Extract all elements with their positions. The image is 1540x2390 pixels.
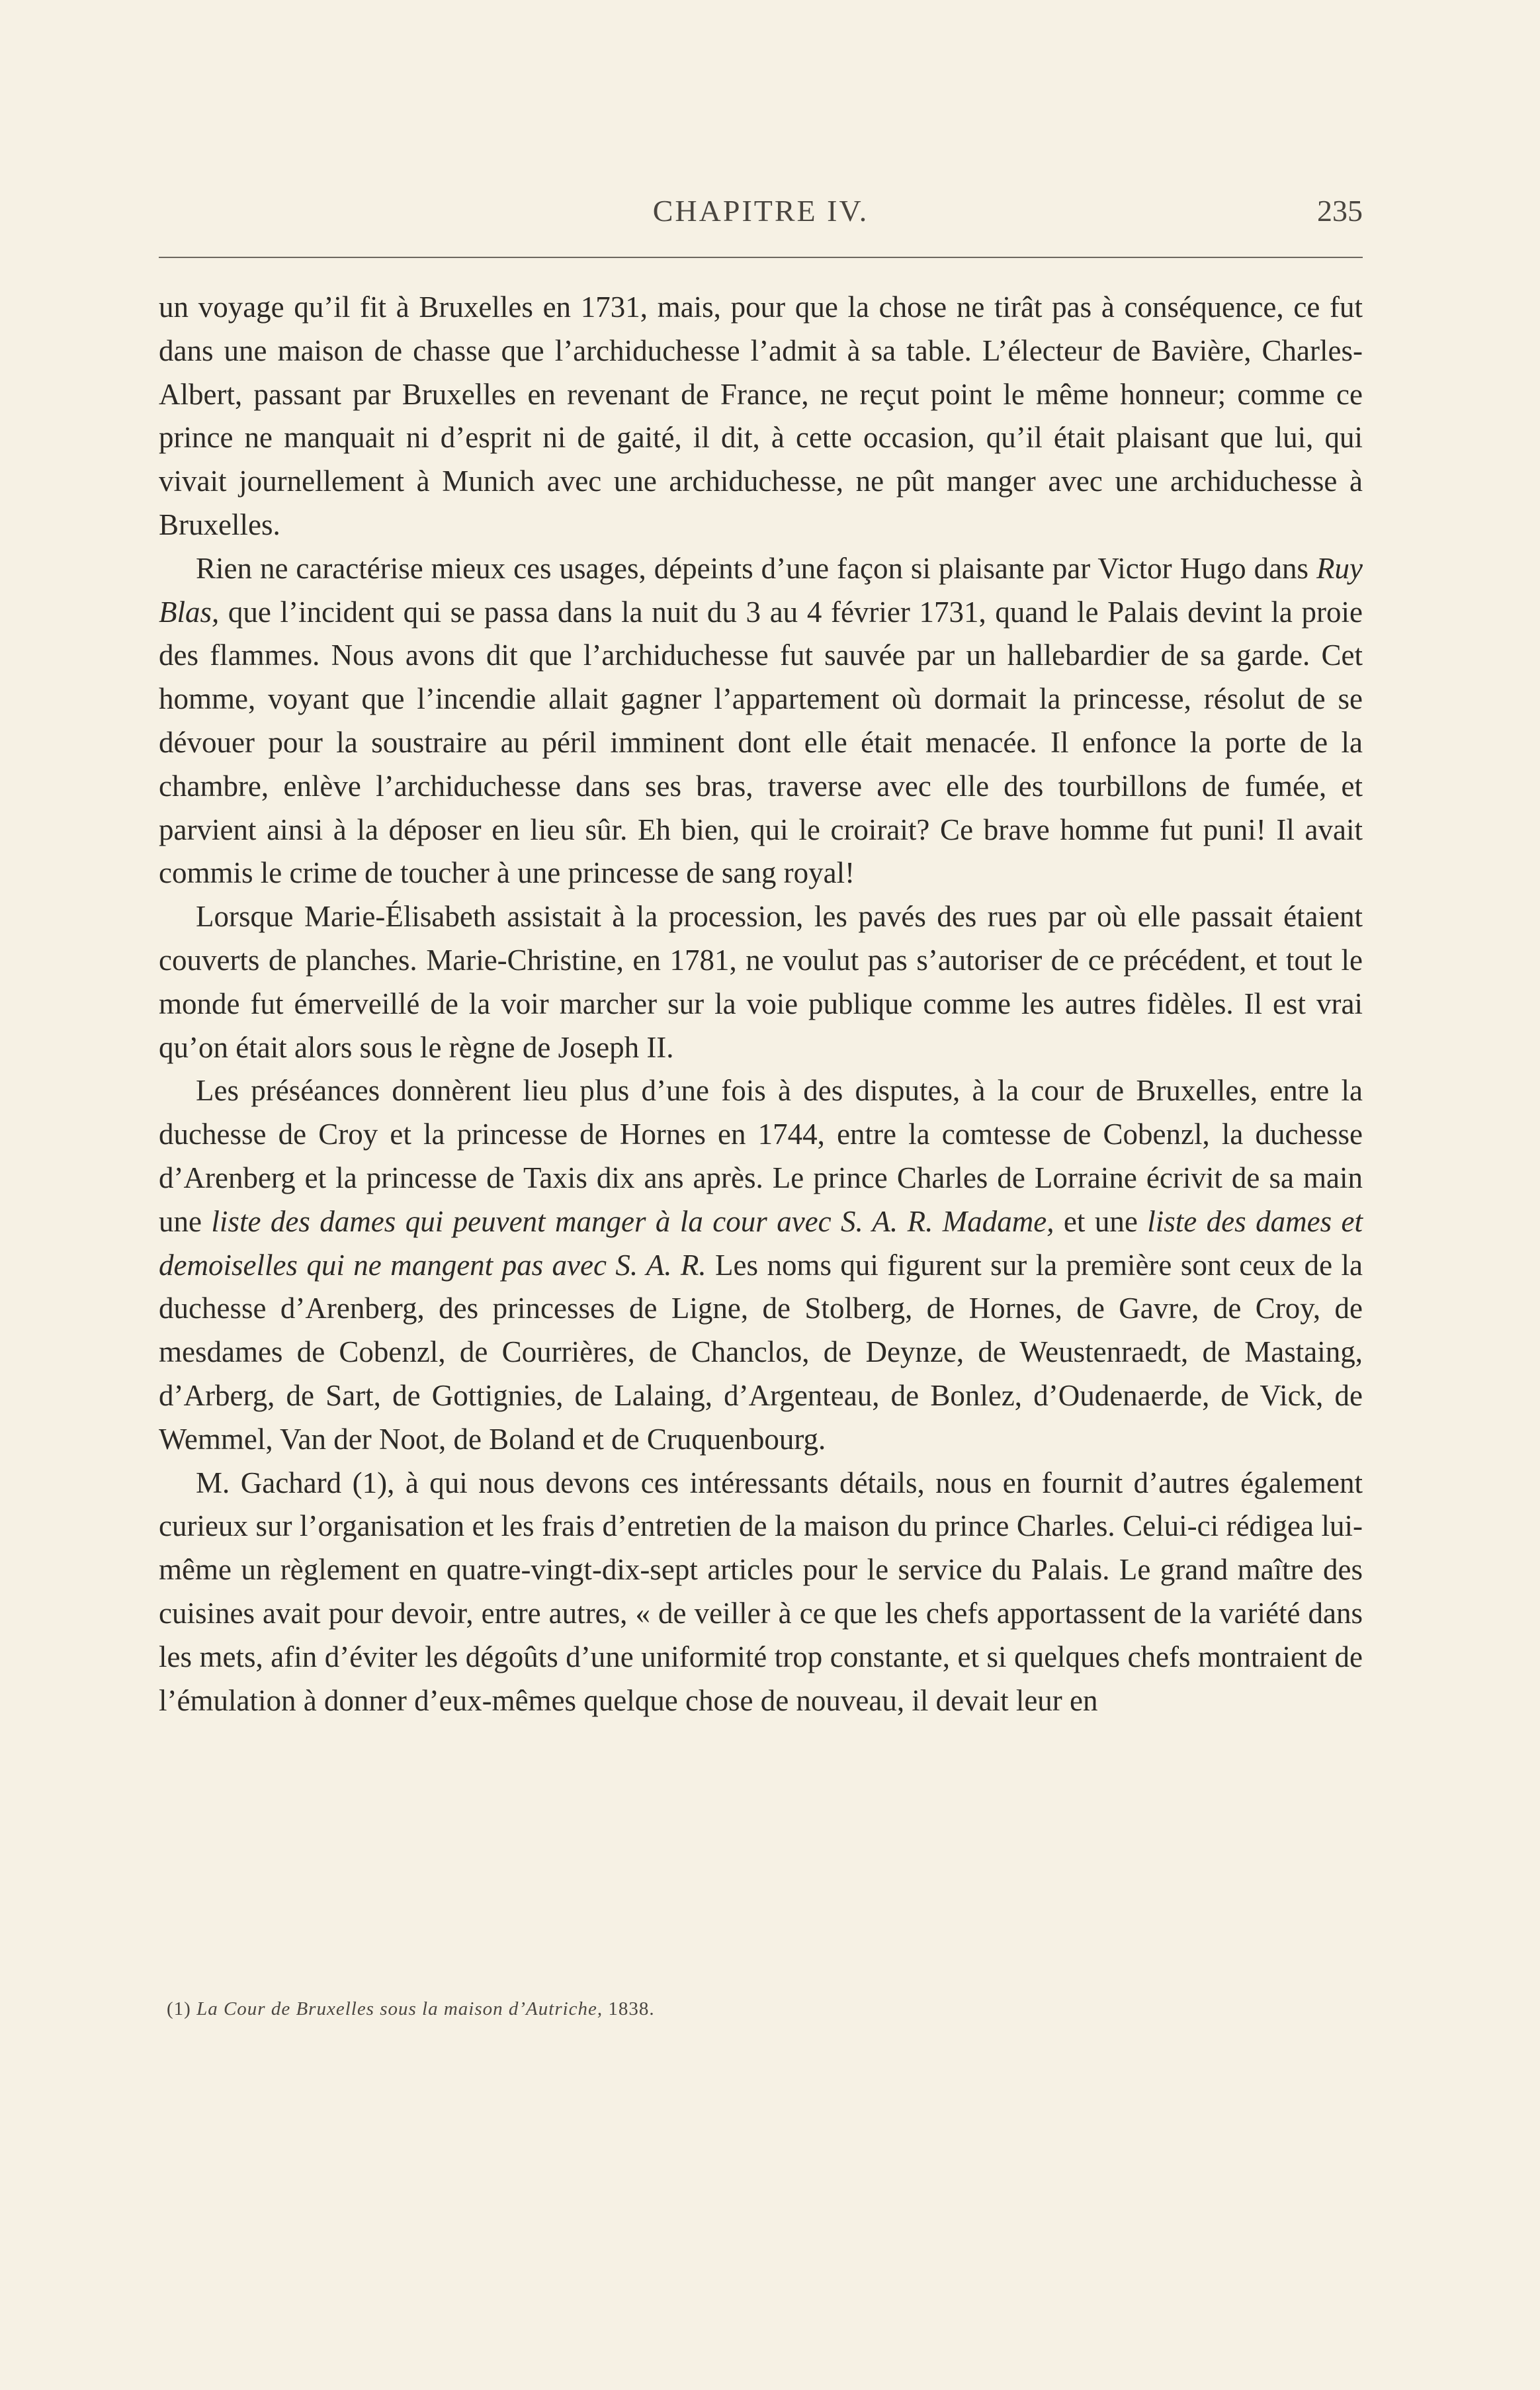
chapter-title: CHAPITRE IV. <box>652 194 869 228</box>
paragraph-1: un voyage qu’il fit à Bruxelles en 1731, mais, pour que la chose ne tirât pas à conséquence, ce fut dans une maison de chasse que l’archiduchesse l’admit à sa table. L’électeur de Bavière, Charles-Albert, passant par Bruxelles en revenant de France, ne reçut point le même honneur; comme ce prince ne manquait ni d’esprit ni de gaité, il dit, à cette occasion, qu’il était plaisant que lui, qui vivait journellement à Munich avec une archiduchesse, ne pût manger avec une archiduchesse à Bruxelles. <box>159 290 1363 541</box>
paragraph-4-text-a: Les préséances donnèrent lieu plus d’une fois à des disputes, à la cour de Bruxelles, entre la duchesse de Croy et la princesse de Hornes en 1744, entre la comtesse de Cobenzl, la duchesse d’Arenberg et la princesse de Taxis dix ans après. Le prince Charles de Lorraine écrivit de sa main une <box>159 1074 1363 1238</box>
footnote <box>167 1998 1357 2020</box>
footnote-year: 1838. <box>603 1998 655 2019</box>
paragraph-4-text-e: Les noms qui figurent sur la première sont ceux de la duchesse d’Arenberg, des princesses de Ligne, de Stolberg, de Hornes, de Gavre, de Croy, de mesdames de Cobenzl, de Courrières, de Chanclos, de Deynze, de Weustenraedt, de Mastaing, d’Arberg, de Sart, de Gottignies, de Lalaing, d’Argenteau, de Bonlez, d’Oudenaerde, de Vick, de Wemmel, Van der Noot, de Boland et de Cruquenbourg. <box>159 1248 1363 1456</box>
paragraph-2-text-a: Rien ne caractérise mieux ces usages, dépeints d’une façon si plaisante par Victor Hugo dans <box>196 551 1317 585</box>
footnote-title: La Cour de Bruxelles sous la maison d’Autriche, <box>196 1998 603 2019</box>
paragraph-5: M. Gachard (1), à qui nous devons ces intéressants détails, nous en fournit d’autres également curieux sur l’organisation et les frais d’entretien de la maison du prince Charles. Celui-ci rédigea lui-même un règlement en quatre-vingt-dix-sept articles pour le service du Palais. Le grand maître des cuisines avait pour devoir, entre autres, « de veiller à ce que les chefs apportassent de la variété dans les mets, afin d’éviter les dégoûts d’une uniformité trop constante, et si quelques chefs montraient de l’émulation à donner d’eux-mêmes quelque chose de nouveau, il devait leur en <box>159 1466 1363 1717</box>
footnote-marker: (1) <box>167 1998 197 2019</box>
paragraph-2-italic-title: Ruy Blas, <box>159 551 1363 629</box>
paragraph-2 <box>159 547 1363 895</box>
header-rule <box>159 257 1363 258</box>
paragraph-4-italic-list-2: liste des dames et demoiselles qui ne mangent pas avec S. A. R. <box>159 1204 1363 1282</box>
paragraph-4-italic-list-1: liste des dames qui peuvent manger à la cour avec S. A. R. Madame, <box>211 1204 1054 1238</box>
page-number: 235 <box>1317 194 1363 228</box>
paragraph-2-text-c: que l’incident qui se passa dans la nuit du 3 au 4 février 1731, quand le Palais devint la proie des flammes. Nous avons dit que l’archiduchesse fut sauvée par un hallebardier de sa garde. Cet homme, voyant que l’incendie allait gagner l’appartement où dormait la princesse, résolut de se dévouer pour la soustraire au péril imminent dont elle était menacée. Il enfonce la porte de la chambre, enlève l’archiduchesse dans ses bras, traverse avec elle des tourbillons de fumée, et parvient ainsi à la déposer en lieu sûr. Eh bien, qui le croirait? Ce brave homme fut puni! Il avait commis le crime de toucher à une princesse de sang royal! <box>159 595 1363 890</box>
paragraph-4-text-c: et une <box>1054 1204 1148 1238</box>
paragraph-4 <box>159 1069 1363 1461</box>
paragraph-3: Lorsque Marie-Élisabeth assistait à la procession, les pavés des rues par où elle passait étaient couverts de planches. Marie-Christine, en 1781, ne voulut pas s’autoriser de ce précédent, et tout le monde fut émerveillé de la voir marcher sur la voie publique comme les autres fidèles. Il est vrai qu’on était alors sous le règne de Joseph II. <box>159 900 1363 1064</box>
body-text <box>159 286 1363 1722</box>
running-header <box>159 193 1363 246</box>
